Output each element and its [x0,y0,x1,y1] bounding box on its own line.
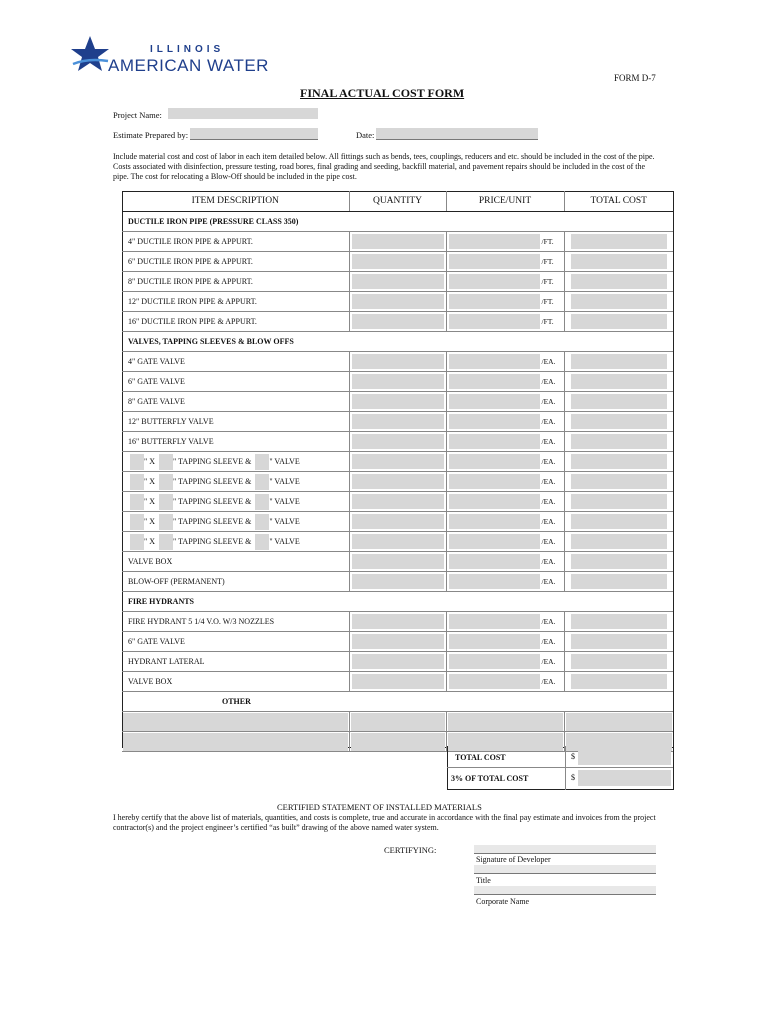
form-number: FORM D-7 [614,73,656,83]
unit-label: /FT. [541,277,554,286]
total-input[interactable] [571,674,668,689]
quantity-input[interactable] [352,394,444,409]
price-input[interactable] [449,614,540,629]
header-quantity: QUANTITY [349,191,446,212]
tap-sleeve-label: " TAPPING SLEEVE & [173,457,252,466]
total-input[interactable] [571,534,668,549]
section-other: OTHER [122,692,673,712]
page-title: FINAL ACTUAL COST FORM [300,86,465,100]
total-input[interactable] [571,614,668,629]
table-row [122,292,673,312]
main-size-input[interactable] [159,454,173,470]
tap-x-label: " X [144,517,156,526]
price-input[interactable] [449,314,540,329]
section-dip: DUCTILE IRON PIPE (PRESSURE CLASS 350) [122,212,673,232]
sleeve-size-input[interactable] [130,514,144,530]
price-input[interactable] [449,514,540,529]
corporate-label: Corporate Name [476,897,530,906]
tap-valve-label: " VALVE [269,477,300,486]
corporate-input[interactable] [474,886,656,895]
sleeve-size-input[interactable] [130,454,144,470]
price-input[interactable] [449,434,540,449]
unit-label: /EA. [541,517,556,526]
item-description: FIRE HYDRANT 5 1/4 V.O. W/3 NOZZLES [122,612,349,632]
main-size-input[interactable] [159,494,173,510]
tap-sleeve-label: " TAPPING SLEEVE & [173,537,252,546]
project-name-input[interactable] [168,108,318,119]
price-input[interactable] [449,294,540,309]
total-cost-input[interactable] [578,749,671,765]
pct-input[interactable] [578,770,671,786]
section-hydrants: FIRE HYDRANTS [122,592,673,612]
table-row [122,252,673,272]
price-input[interactable] [449,634,540,649]
price-input[interactable] [449,454,540,469]
logo-american-water: AMERICAN WATER [108,56,269,75]
total-input[interactable] [571,394,668,409]
cert-title: CERTIFIED STATEMENT OF INSTALLED MATERIALS [277,802,482,812]
total-input[interactable] [571,234,668,249]
table-row [122,572,673,592]
title-input[interactable] [474,865,656,874]
price-input[interactable] [449,354,540,369]
header-item: ITEM DESCRIPTION [122,191,349,212]
valve-size-input[interactable] [255,474,269,490]
item-description: 4" GATE VALVE [122,352,349,372]
star-logo-icon [70,34,110,74]
unit-label: /EA. [541,357,556,366]
cost-table [122,191,673,752]
quantity-input[interactable] [352,234,444,249]
table-row [122,492,673,512]
quantity-input[interactable] [352,454,444,469]
item-description: 16" DUCTILE IRON PIPE & APPURT. [122,312,349,332]
table-header [122,191,673,212]
unit-label: /EA. [541,377,556,386]
unit-label: /EA. [541,677,556,686]
unit-label: /EA. [541,637,556,646]
quantity-input[interactable] [351,733,445,751]
table-row [122,552,673,572]
item-description: 12" DUCTILE IRON PIPE & APPURT. [122,292,349,312]
quantity-input[interactable] [352,554,444,569]
item-description: 6" DUCTILE IRON PIPE & APPURT. [122,252,349,272]
sleeve-size-input[interactable] [130,474,144,490]
table-row [122,452,673,472]
item-description: 8" GATE VALVE [122,392,349,412]
unit-label: /FT. [541,317,554,326]
valve-size-input[interactable] [255,534,269,550]
price-input[interactable] [448,713,563,731]
valve-size-input[interactable] [255,454,269,470]
unit-label: /EA. [541,617,556,626]
total-input[interactable] [571,314,668,329]
table-row [122,652,673,672]
header-total: TOTAL COST [564,191,673,212]
item-description: 6" GATE VALVE [122,632,349,652]
unit-label: /EA. [541,417,556,426]
total-input[interactable] [571,554,668,569]
table-row [122,232,673,252]
price-input[interactable] [449,394,540,409]
table-row [122,312,673,332]
quantity-input[interactable] [352,314,444,329]
table-row [122,612,673,632]
price-input[interactable] [449,234,540,249]
tap-valve-label: " VALVE [269,497,300,506]
tap-valve-label: " VALVE [269,537,300,546]
item-description: HYDRANT LATERAL [122,652,349,672]
total-input[interactable] [571,514,668,529]
tap-x-label: " X [144,477,156,486]
total-input[interactable] [571,414,668,429]
sleeve-size-input[interactable] [130,494,144,510]
table-row [122,352,673,372]
price-input[interactable] [449,654,540,669]
price-input[interactable] [449,494,540,509]
total-input[interactable] [571,434,668,449]
total-cost-label: TOTAL COST [455,753,506,762]
unit-label: /EA. [541,457,556,466]
quantity-input[interactable] [352,254,444,269]
unit-label: /EA. [541,657,556,666]
quantity-input[interactable] [352,414,444,429]
item-description: BLOW-OFF (PERMANENT) [122,572,349,592]
total-input[interactable] [566,713,673,731]
total-input[interactable] [571,274,668,289]
total-input[interactable] [571,454,668,469]
instructions: Include material cost and cost of labor in each item detailed below. All fittings such as bends, tees, couplings, reducers and etc. should be included in the cost of the pipe. Costs associated with disinfection, pressure testing, road bores, final grading and seeding, backfill material, and pavement repairs should be included in the cost of the pipe. The cost for relocating a Blow-Off should be included in the pipe cost. [113,152,655,181]
price-input[interactable] [449,574,540,589]
prepared-by-input[interactable] [190,128,318,140]
table-row [122,632,673,652]
quantity-input[interactable] [352,494,444,509]
price-input[interactable] [449,474,540,489]
table-row [122,412,673,432]
price-input[interactable] [449,374,540,389]
certifying-label: CERTIFYING: [384,845,437,855]
tap-x-label: " X [144,497,156,506]
unit-label: /FT. [541,297,554,306]
table-row [122,472,673,492]
unit-label: /EA. [541,497,556,506]
total-input[interactable] [571,374,668,389]
sleeve-size-input[interactable] [130,534,144,550]
item-description: VALVE BOX [122,552,349,572]
main-size-input[interactable] [159,534,173,550]
tap-x-label: " X [144,537,156,546]
unit-label: /EA. [541,577,556,586]
table-row [122,532,673,552]
quantity-input[interactable] [352,614,444,629]
item-description: 8" DUCTILE IRON PIPE & APPURT. [122,272,349,292]
total-input[interactable] [571,354,668,369]
item-description: VALVE BOX [122,672,349,692]
total-input[interactable] [571,254,668,269]
unit-label: /EA. [541,477,556,486]
project-name-label: Project Name: [113,110,162,120]
unit-label: /FT. [541,257,554,266]
table-row [122,432,673,452]
quantity-input[interactable] [352,374,444,389]
total-input[interactable] [571,474,668,489]
main-size-input[interactable] [159,514,173,530]
dollar-sign: $ [571,773,575,782]
prepared-by-label: Estimate Prepared by: [113,130,189,140]
unit-label: /EA. [541,437,556,446]
price-input[interactable] [449,674,540,689]
tap-valve-label: " VALVE [269,457,300,466]
quantity-input[interactable] [352,654,444,669]
table-row [122,372,673,392]
quantity-input[interactable] [352,294,444,309]
table-row [122,272,673,292]
item-description: 16" BUTTERFLY VALVE [122,432,349,452]
header-price: PRICE/UNIT [446,191,564,212]
item-description: 6" GATE VALVE [122,372,349,392]
title-label: Title [476,876,491,885]
price-input[interactable] [449,254,540,269]
quantity-input[interactable] [352,354,444,369]
unit-label: /EA. [541,397,556,406]
quantity-input[interactable] [352,434,444,449]
item-description: 12" BUTTERFLY VALVE [122,412,349,432]
total-input[interactable] [571,494,668,509]
quantity-input[interactable] [352,514,444,529]
total-input[interactable] [571,574,668,589]
date-input[interactable] [376,128,538,140]
quantity-input[interactable] [352,474,444,489]
table-row [122,512,673,532]
total-input[interactable] [571,294,668,309]
item-description: 4" DUCTILE IRON PIPE & APPURT. [122,232,349,252]
tap-sleeve-label: " TAPPING SLEEVE & [173,497,252,506]
quantity-input[interactable] [352,634,444,649]
price-input[interactable] [449,554,540,569]
main-size-input[interactable] [159,474,173,490]
table-row [122,392,673,412]
section-valves: VALVES, TAPPING SLEEVES & BLOW OFFS [122,332,673,352]
quantity-input[interactable] [352,674,444,689]
other-description-input[interactable] [123,733,348,751]
tap-valve-label: " VALVE [269,517,300,526]
unit-label: /FT. [541,237,554,246]
cert-text: I hereby certify that the above list of materials, quantities, and costs is complete, true and accurate in accordance with the final pay estimate and invoices from the project contractor(s) and the project engineer’s certified “as built” drawing of the above named water system. [113,813,656,832]
dollar-sign: $ [571,752,575,761]
other-description-input[interactable] [123,713,348,731]
table-row [122,712,673,732]
total-input[interactable] [571,654,668,669]
quantity-input[interactable] [352,534,444,549]
signature-input[interactable] [474,845,656,854]
pct-label: 3% OF TOTAL COST [451,774,529,783]
table-row [122,672,673,692]
quantity-input[interactable] [351,713,445,731]
signature-label: Signature of Developer [476,855,551,864]
valve-size-input[interactable] [255,494,269,510]
quantity-input[interactable] [352,274,444,289]
quantity-input[interactable] [352,574,444,589]
unit-label: /EA. [541,557,556,566]
date-label: Date: [356,130,375,140]
price-input[interactable] [449,534,540,549]
price-input[interactable] [449,414,540,429]
price-input[interactable] [449,274,540,289]
tap-sleeve-label: " TAPPING SLEEVE & [173,477,252,486]
tap-sleeve-label: " TAPPING SLEEVE & [173,517,252,526]
total-input[interactable] [571,634,668,649]
unit-label: /EA. [541,537,556,546]
tap-x-label: " X [144,457,156,466]
logo-illinois: ILLINOIS [150,44,225,55]
valve-size-input[interactable] [255,514,269,530]
